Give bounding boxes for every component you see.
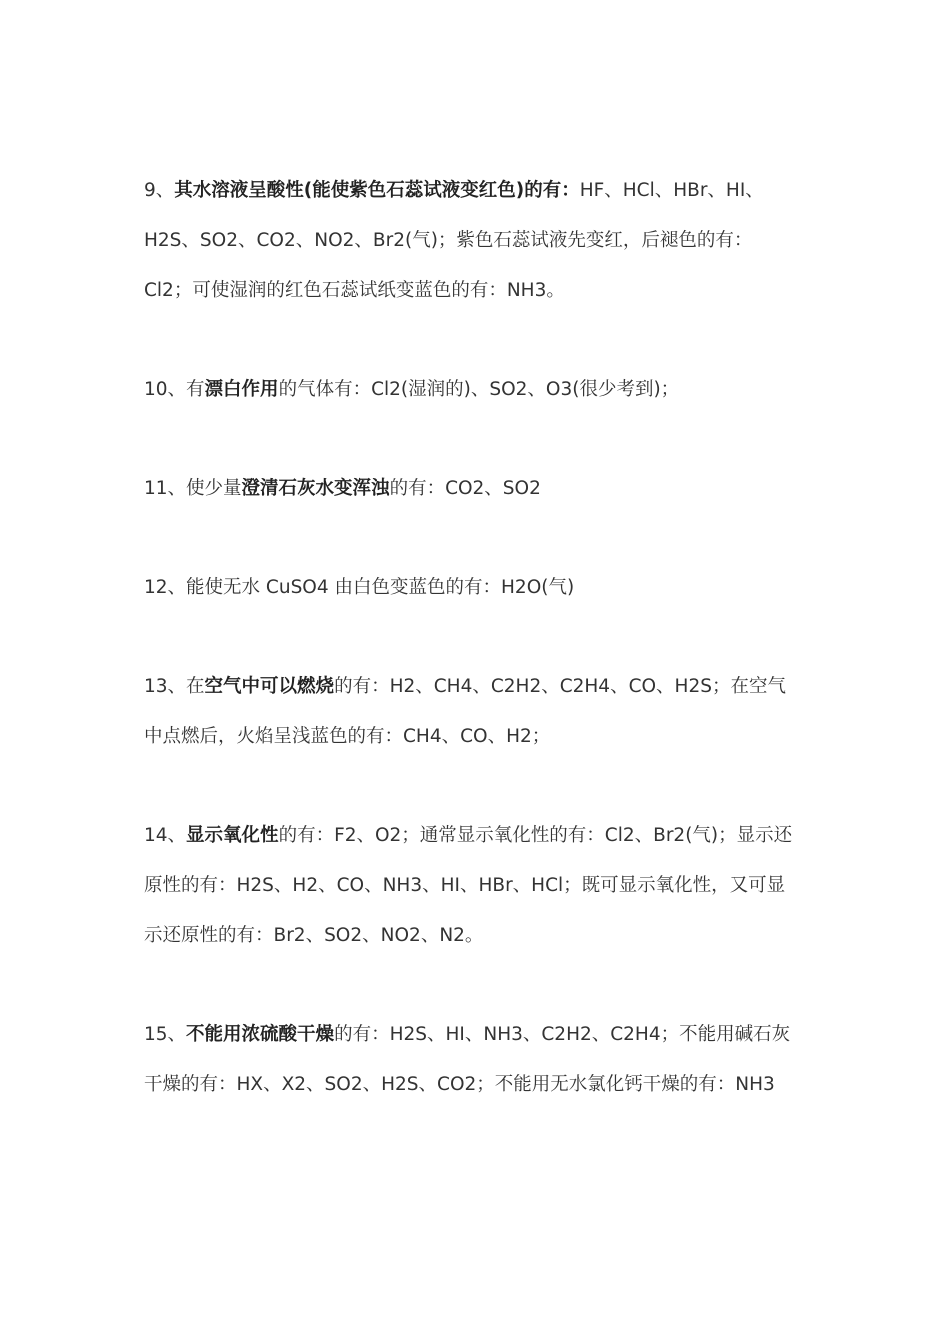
bold-heading: 不能用浓硫酸干燥	[186, 1024, 335, 1045]
text-span: Cl2；可使湿润的红色石蕊试纸变蓝色的有：NH3。	[144, 280, 565, 301]
text-span: HF、HCl、HBr、HI、	[579, 180, 764, 201]
paragraph-13	[144, 662, 809, 762]
text-span: 的有：H2、CH4、C2H2、C2H4、CO、H2S；在空气	[334, 676, 786, 697]
paragraph-10	[144, 365, 809, 415]
paragraph-11	[144, 464, 809, 514]
bold-heading: 空气中可以燃烧	[204, 676, 335, 697]
item-number: 14、	[144, 825, 187, 846]
text-span: 干燥的有：HX、X2、SO2、H2S、CO2；不能用无水氯化钙干燥的有：NH3	[144, 1074, 775, 1095]
item-number: 9、	[144, 180, 175, 201]
bold-heading: 其水溶液呈酸性(能使紫色石蕊试液变红色)的有：	[174, 180, 580, 201]
bold-heading: 显示氧化性	[186, 825, 279, 846]
bold-heading: 漂白作用	[204, 379, 279, 400]
text-span: 的气体有：Cl2(湿润的)、SO2、O3(很少考到)；	[278, 379, 680, 400]
text-span: 的有：F2、O2；通常显示氧化性的有：Cl2、Br2(气)；显示还	[278, 825, 793, 846]
bold-heading: 澄清石灰水变浑浊	[241, 478, 390, 499]
item-number: 15、	[144, 1024, 187, 1045]
text-span: 原性的有：H2S、H2、CO、NH3、HI、HBr、HCl；既可显示氧化性，又可显	[144, 875, 786, 896]
document-content	[144, 166, 809, 1110]
item-number: 11、使少量	[144, 478, 242, 499]
text-span: 的有：CO2、SO2	[389, 478, 541, 499]
text-span: 示还原性的有：Br2、SO2、NO2、N2。	[144, 925, 484, 946]
text-span: 中点燃后，火焰呈浅蓝色的有：CH4、CO、H2；	[144, 726, 551, 747]
paragraph-14	[144, 811, 809, 961]
text-span: 的有：H2S、HI、NH3、C2H2、C2H4；不能用碱石灰	[334, 1024, 791, 1045]
item-number: 10、有	[144, 379, 205, 400]
paragraph-15	[144, 1010, 809, 1110]
item-number: 13、在	[144, 676, 205, 697]
paragraph-12	[144, 563, 809, 613]
text-span: H2S、SO2、CO2、NO2、Br2(气)；紫色石蕊试液先变红，后褪色的有：	[144, 230, 753, 251]
paragraph-9	[144, 166, 809, 316]
text-span: 12、能使无水 CuSO4 由白色变蓝色的有：H2O(气)	[144, 577, 575, 598]
